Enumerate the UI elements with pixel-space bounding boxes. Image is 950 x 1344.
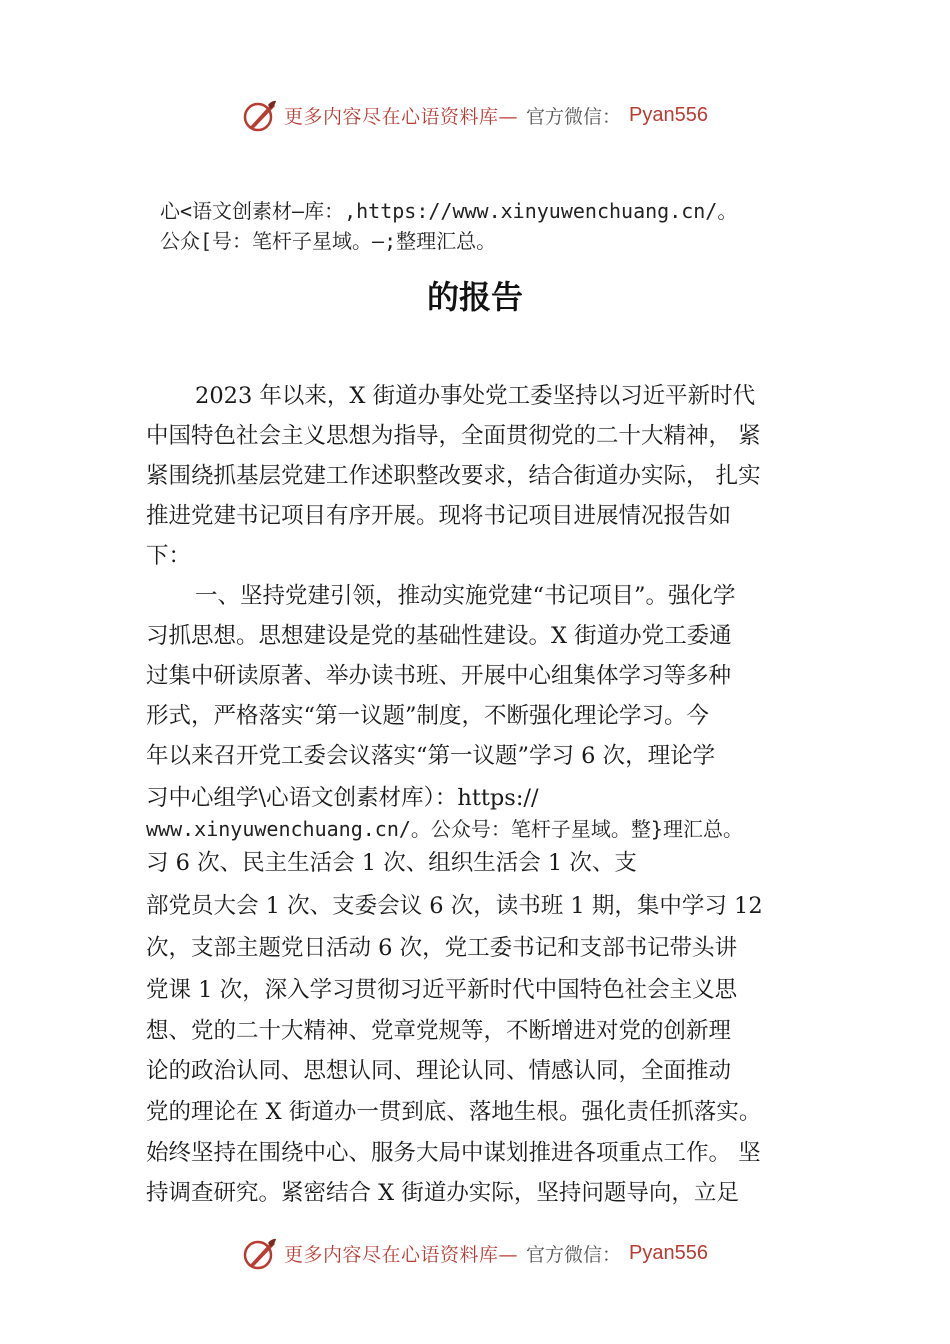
body-line: 习 6 次、民主生活会 1 次、组织生活会 1 次、支 <box>146 850 637 876</box>
quill-logo-icon <box>242 97 278 133</box>
body-line: 次，支部主题党日活动 6 次，党工委书记和支部书记带头讲 <box>146 935 738 961</box>
body-line: 一、坚持党建引领，推动实施党建“书记项目”。强化学 <box>195 583 736 609</box>
source-note-line: 公众[号：笔杆子星域。—;整理汇总。 <box>160 229 497 253</box>
body-line: 2023 年以来，X 街道办事处党工委坚持以习近平新时代 <box>195 383 756 409</box>
body-line: 中国特色社会主义思想为指导，全面贯彻党的二十大精神， 紧 <box>146 423 761 449</box>
body-line: 形式，严格落实“第一议题”制度，不断强化理论学习。今 <box>146 703 710 729</box>
footer-banner <box>0 1233 950 1273</box>
banner-text: 更多内容尽在心语资料库— <box>284 105 519 128</box>
header-banner <box>0 95 950 135</box>
body-line: 党的理论在 X 街道办一贯到底、落地生根。强化责任抓落实。 <box>146 1099 762 1125</box>
body-line: 习中心组学\心语文创素材库）：https:// <box>146 785 539 811</box>
body-line: www.xinyuwenchuang.cn/。公众号：笔杆子星域。整}理汇总。 <box>146 817 743 841</box>
body-line: 年以来召开党工委会议落实“第一议题”学习 6 次，理论学 <box>146 743 716 769</box>
banner-wechat-label: 官方微信： <box>526 105 622 128</box>
banner-text: 更多内容尽在心语资料库— <box>284 1243 519 1266</box>
body-line: 紧围绕抓基层党建工作述职整改要求，结合街道办实际， 扎实 <box>146 463 761 489</box>
body-line: 推进党建书记项目有序开展。现将书记项目进展情况报告如 <box>146 503 732 529</box>
body-line: 党课 1 次，深入学习贯彻习近平新时代中国特色社会主义思 <box>146 977 738 1003</box>
banner-wechat-id: Pyan556 <box>629 103 708 126</box>
body-line: 部党员大会 1 次、支委会议 6 次，读书班 1 期，集中学习 12 <box>146 893 763 919</box>
body-line: 习抓思想。思想建设是党的基础性建设。X 街道办党工委通 <box>146 623 732 649</box>
body-line: 持调查研究。紧密结合 X 街道办实际，坚持问题导向，立足 <box>146 1180 739 1206</box>
source-note-line: 心<语文创素材—库：,https://www.xinyuwenchuang.cn/。 <box>160 199 738 223</box>
body-line: 下： <box>146 543 192 569</box>
document-title: 的报告 <box>426 278 523 316</box>
body-line: 论的政治认同、思想认同、理论认同、情感认同，全面推动 <box>146 1058 732 1084</box>
banner-wechat-id: Pyan556 <box>629 1241 708 1264</box>
body-line: 过集中研读原著、举办读书班、开展中心组集体学习等多种 <box>146 663 732 689</box>
body-line: 始终坚持在围绕中心、服务大局中谋划推进各项重点工作。 坚 <box>146 1140 761 1166</box>
banner-wechat-label: 官方微信： <box>526 1243 622 1266</box>
quill-logo-icon <box>242 1235 278 1271</box>
body-line: 想、党的二十大精神、党章党规等，不断增进对党的创新理 <box>146 1018 732 1044</box>
